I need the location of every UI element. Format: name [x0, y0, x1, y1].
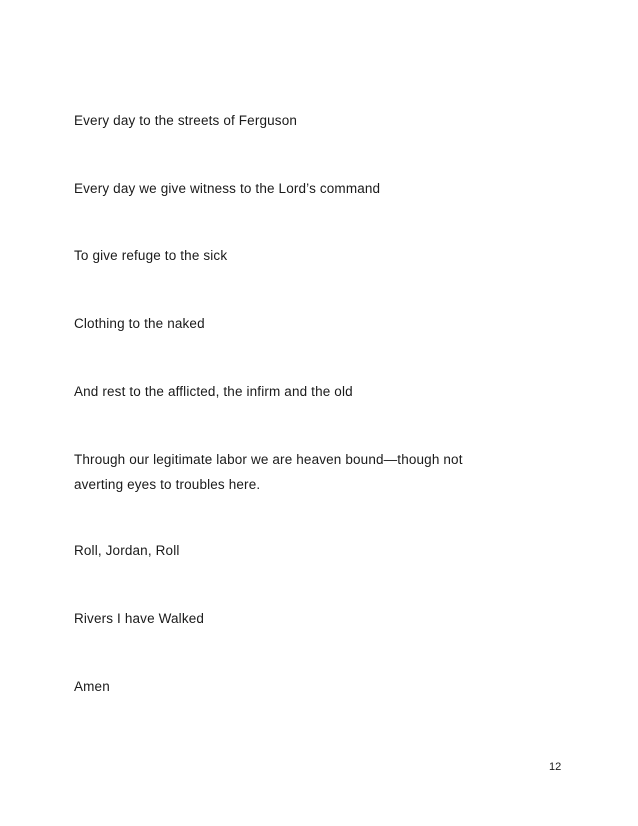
page-number: 12: [549, 761, 562, 773]
text-line: Clothing to the naked: [74, 316, 205, 331]
text-line: averting eyes to troubles here.: [74, 477, 261, 492]
text-line: Every day we give witness to the Lord’s command: [74, 181, 381, 196]
text-line: To give refuge to the sick: [74, 248, 228, 263]
text-line: Amen: [74, 679, 110, 694]
text-line: Every day to the streets of Ferguson: [74, 113, 298, 128]
text-line: Rivers I have Walked: [74, 611, 205, 626]
text-line: Through our legitimate labor we are heaven bound—though not: [74, 452, 463, 467]
text-line: Roll, Jordan, Roll: [74, 543, 180, 558]
text-line: And rest to the afflicted, the infirm and the old: [74, 384, 353, 399]
